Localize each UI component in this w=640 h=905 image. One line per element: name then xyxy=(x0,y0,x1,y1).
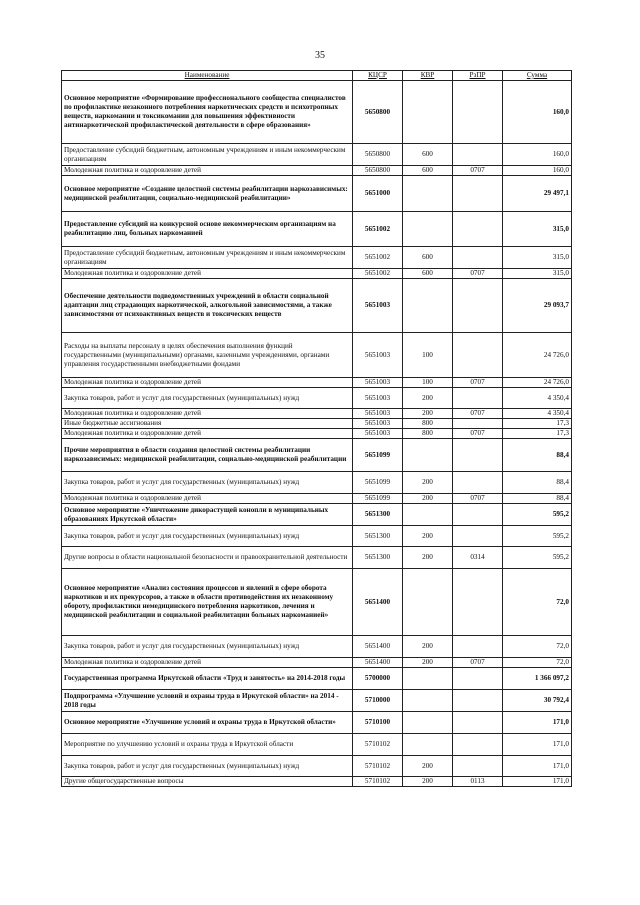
item-name-cell: Основное мероприятие «Улучшение условий и охраны труда в Иркутской области» xyxy=(62,712,353,734)
kcsr-code-cell: 5651003 xyxy=(353,388,403,409)
table-row xyxy=(62,429,572,439)
kvr-code-cell: 200 xyxy=(403,526,453,547)
rzpr-code-cell xyxy=(453,81,503,144)
amount-cell: 24 726,0 xyxy=(503,333,572,378)
kcsr-code-cell: 5650800 xyxy=(353,81,403,144)
amount-cell: 29 093,7 xyxy=(503,279,572,333)
rzpr-code-cell xyxy=(453,712,503,734)
kcsr-code-cell: 5651003 xyxy=(353,409,403,419)
kvr-code-cell: 200 xyxy=(403,494,453,504)
kvr-code-cell: 200 xyxy=(403,547,453,569)
item-name-cell: Молодежная политика и оздоровление детей xyxy=(62,378,353,388)
kvr-code-cell xyxy=(403,690,453,712)
item-name-cell: Основное мероприятие «Уничтожение дикорастущей конопли в муниципальных образованиях Иркутской области» xyxy=(62,504,353,526)
table-row xyxy=(62,756,572,777)
amount-cell: 17,3 xyxy=(503,419,572,429)
rzpr-code-cell xyxy=(453,756,503,777)
rzpr-code-cell xyxy=(453,388,503,409)
item-name-cell: Другие вопросы в области национальной безопасности и правоохранительной деятельности xyxy=(62,547,353,569)
amount-cell: 315,0 xyxy=(503,269,572,279)
table-row xyxy=(62,494,572,504)
column-header-sum: Сумма xyxy=(503,71,572,81)
kcsr-code-cell: 5650800 xyxy=(353,144,403,166)
kcsr-code-cell: 5651400 xyxy=(353,658,403,668)
amount-cell: 1 366 097,2 xyxy=(503,668,572,690)
rzpr-code-cell xyxy=(453,569,503,636)
table-row xyxy=(62,777,572,787)
item-name-cell: Закупка товаров, работ и услуг для государственных (муниципальных) нужд xyxy=(62,388,353,409)
table-row xyxy=(62,212,572,247)
table-row xyxy=(62,472,572,494)
kcsr-code-cell: 5651300 xyxy=(353,526,403,547)
amount-cell: 315,0 xyxy=(503,247,572,269)
amount-cell: 88,4 xyxy=(503,494,572,504)
kvr-code-cell: 600 xyxy=(403,166,453,176)
rzpr-code-cell xyxy=(453,247,503,269)
item-name-cell: Предоставление субсидий бюджетным, автономным учреждениям и иным некоммерческим организациям xyxy=(62,247,353,269)
item-name-cell: Молодежная политика и оздоровление детей xyxy=(62,429,353,439)
kcsr-code-cell: 5650800 xyxy=(353,166,403,176)
rzpr-code-cell xyxy=(453,439,503,472)
amount-cell: 4 350,4 xyxy=(503,409,572,419)
column-header-kvr: КВР xyxy=(403,71,453,81)
kvr-code-cell: 600 xyxy=(403,247,453,269)
kcsr-code-cell: 5651003 xyxy=(353,419,403,429)
item-name-cell: Государственная программа Иркутской области «Труд и занятость» на 2014-2018 годы xyxy=(62,668,353,690)
kcsr-code-cell: 5651099 xyxy=(353,472,403,494)
amount-cell: 72,0 xyxy=(503,569,572,636)
item-name-cell: Иные бюджетные ассигнования xyxy=(62,419,353,429)
amount-cell: 315,0 xyxy=(503,212,572,247)
kvr-code-cell: 800 xyxy=(403,429,453,439)
kcsr-code-cell: 5651002 xyxy=(353,269,403,279)
rzpr-code-cell: 0707 xyxy=(453,658,503,668)
kcsr-code-cell: 5651003 xyxy=(353,333,403,378)
kvr-code-cell xyxy=(403,439,453,472)
item-name-cell: Предоставление субсидий на конкурсной основе некоммерческим организациям на реабилитацию лиц, больных наркоманией xyxy=(62,212,353,247)
item-name-cell: Молодежная политика и оздоровление детей xyxy=(62,166,353,176)
kvr-code-cell xyxy=(403,734,453,756)
kvr-code-cell: 100 xyxy=(403,378,453,388)
kcsr-code-cell: 5651099 xyxy=(353,494,403,504)
item-name-cell: Закупка товаров, работ и услуг для государственных (муниципальных) нужд xyxy=(62,526,353,547)
table-row xyxy=(62,712,572,734)
column-header-kcsr: КЦСР xyxy=(353,71,403,81)
amount-cell: 171,0 xyxy=(503,712,572,734)
kvr-code-cell: 600 xyxy=(403,144,453,166)
kvr-code-cell xyxy=(403,176,453,212)
kvr-code-cell xyxy=(403,712,453,734)
kvr-code-cell: 200 xyxy=(403,409,453,419)
rzpr-code-cell xyxy=(453,279,503,333)
kcsr-code-cell: 5651002 xyxy=(353,212,403,247)
amount-cell: 29 497,1 xyxy=(503,176,572,212)
kvr-code-cell xyxy=(403,279,453,333)
column-header-rzpr: РзПР xyxy=(453,71,503,81)
amount-cell: 171,0 xyxy=(503,777,572,787)
kcsr-code-cell: 5710102 xyxy=(353,777,403,787)
rzpr-code-cell xyxy=(453,668,503,690)
kcsr-code-cell: 5651002 xyxy=(353,247,403,269)
table-row xyxy=(62,504,572,526)
table-row xyxy=(62,439,572,472)
item-name-cell: Основное мероприятие «Формирование профессионального сообщества специалистов по профилактике незаконного потребления наркотических средств и психотропных веществ, наркомании и токсикомании для повышения эффективности антинаркотической профилактической деятельности в сфере образования» xyxy=(62,81,353,144)
amount-cell: 595,2 xyxy=(503,547,572,569)
kvr-code-cell: 200 xyxy=(403,636,453,658)
kvr-code-cell: 100 xyxy=(403,333,453,378)
item-name-cell: Прочие мероприятия в области создания целостной системы реабилитации наркозависимых: медицинской реабилитации, социально-медицинской реабилитации xyxy=(62,439,353,472)
kvr-code-cell: 200 xyxy=(403,658,453,668)
kvr-code-cell xyxy=(403,81,453,144)
amount-cell: 24 726,0 xyxy=(503,378,572,388)
table-row xyxy=(62,569,572,636)
amount-cell: 88,4 xyxy=(503,472,572,494)
kvr-code-cell xyxy=(403,504,453,526)
rzpr-code-cell: 0707 xyxy=(453,494,503,504)
amount-cell: 17,3 xyxy=(503,429,572,439)
table-row xyxy=(62,166,572,176)
item-name-cell: Закупка товаров, работ и услуг для государственных (муниципальных) нужд xyxy=(62,756,353,777)
page-number: 35 xyxy=(315,50,325,61)
rzpr-code-cell: 0707 xyxy=(453,166,503,176)
table-row xyxy=(62,547,572,569)
item-name-cell: Мероприятие по улучшению условий и охраны труда в Иркутской области xyxy=(62,734,353,756)
item-name-cell: Подпрограмма «Улучшение условий и охраны труда в Иркутской области» на 2014 - 2018 годы xyxy=(62,690,353,712)
kvr-code-cell: 200 xyxy=(403,756,453,777)
amount-cell: 171,0 xyxy=(503,734,572,756)
rzpr-code-cell xyxy=(453,212,503,247)
item-name-cell: Закупка товаров, работ и услуг для государственных (муниципальных) нужд xyxy=(62,472,353,494)
rzpr-code-cell: 0113 xyxy=(453,777,503,787)
rzpr-code-cell: 0707 xyxy=(453,409,503,419)
item-name-cell: Молодежная политика и оздоровление детей xyxy=(62,494,353,504)
amount-cell: 595,2 xyxy=(503,526,572,547)
item-name-cell: Молодежная политика и оздоровление детей xyxy=(62,658,353,668)
rzpr-code-cell xyxy=(453,176,503,212)
kcsr-code-cell: 5700000 xyxy=(353,668,403,690)
rzpr-code-cell xyxy=(453,472,503,494)
kcsr-code-cell: 5651099 xyxy=(353,439,403,472)
amount-cell: 160,0 xyxy=(503,81,572,144)
rzpr-code-cell: 0707 xyxy=(453,429,503,439)
table-row xyxy=(62,144,572,166)
table-row xyxy=(62,176,572,212)
item-name-cell: Закупка товаров, работ и услуг для государственных (муниципальных) нужд xyxy=(62,636,353,658)
kvr-code-cell: 600 xyxy=(403,269,453,279)
table-row xyxy=(62,526,572,547)
kcsr-code-cell: 5651300 xyxy=(353,547,403,569)
table-row xyxy=(62,378,572,388)
amount-cell: 160,0 xyxy=(503,166,572,176)
rzpr-code-cell xyxy=(453,636,503,658)
amount-cell: 72,0 xyxy=(503,658,572,668)
item-name-cell: Другие общегосударственные вопросы xyxy=(62,777,353,787)
column-header-name: Наименование xyxy=(62,71,353,81)
budget-table xyxy=(61,70,572,787)
table-row xyxy=(62,388,572,409)
table-row xyxy=(62,81,572,144)
kcsr-code-cell: 5710000 xyxy=(353,690,403,712)
kvr-code-cell: 200 xyxy=(403,472,453,494)
amount-cell: 595,2 xyxy=(503,504,572,526)
item-name-cell: Молодежная политика и оздоровление детей xyxy=(62,269,353,279)
rzpr-code-cell: 0314 xyxy=(453,547,503,569)
rzpr-code-cell xyxy=(453,419,503,429)
kcsr-code-cell: 5651003 xyxy=(353,429,403,439)
table-row xyxy=(62,269,572,279)
kvr-code-cell: 200 xyxy=(403,388,453,409)
rzpr-code-cell xyxy=(453,144,503,166)
kvr-code-cell xyxy=(403,569,453,636)
kvr-code-cell: 800 xyxy=(403,419,453,429)
item-name-cell: Расходы на выплаты персоналу в целях обеспечения выполнения функций государственными (муниципальными) органами, казенными учреждениями, органами управления государственными внебюджетными фондами xyxy=(62,333,353,378)
table-row xyxy=(62,636,572,658)
table-row xyxy=(62,247,572,269)
kcsr-code-cell: 5710100 xyxy=(353,712,403,734)
table-row xyxy=(62,419,572,429)
kvr-code-cell xyxy=(403,212,453,247)
kcsr-code-cell: 5651400 xyxy=(353,636,403,658)
kvr-code-cell xyxy=(403,668,453,690)
table-row xyxy=(62,409,572,419)
item-name-cell: Молодежная политика и оздоровление детей xyxy=(62,409,353,419)
table-row xyxy=(62,279,572,333)
rzpr-code-cell: 0707 xyxy=(453,378,503,388)
table-row xyxy=(62,668,572,690)
amount-cell: 72,0 xyxy=(503,636,572,658)
amount-cell: 171,0 xyxy=(503,756,572,777)
amount-cell: 160,0 xyxy=(503,144,572,166)
rzpr-code-cell xyxy=(453,734,503,756)
table-row xyxy=(62,734,572,756)
kcsr-code-cell: 5651300 xyxy=(353,504,403,526)
rzpr-code-cell xyxy=(453,690,503,712)
rzpr-code-cell xyxy=(453,333,503,378)
table-body xyxy=(62,81,572,787)
rzpr-code-cell xyxy=(453,504,503,526)
kcsr-code-cell: 5710102 xyxy=(353,756,403,777)
rzpr-code-cell xyxy=(453,526,503,547)
amount-cell: 4 350,4 xyxy=(503,388,572,409)
item-name-cell: Основное мероприятие «Создание целостной системы реабилитации наркозависимых: медицинской реабилитации, социально-медицинской реабилитации» xyxy=(62,176,353,212)
kcsr-code-cell: 5651000 xyxy=(353,176,403,212)
item-name-cell: Основное мероприятие «Анализ состояния процессов и явлений в сфере оборота наркотиков и их прекурсоров, а также в области противодействия их незаконному обороту, профилактики немедицинского потребления наркотиков, лечения и медицинской реабилитации и социальной реабилитации больных наркоманией» xyxy=(62,569,353,636)
table-row xyxy=(62,658,572,668)
table-header-row xyxy=(62,71,572,81)
table-row xyxy=(62,690,572,712)
item-name-cell: Предоставление субсидий бюджетным, автономным учреждениям и иным некоммерческим организациям xyxy=(62,144,353,166)
amount-cell: 88,4 xyxy=(503,439,572,472)
kcsr-code-cell: 5651003 xyxy=(353,378,403,388)
item-name-cell: Обеспечение деятельности подведомственных учреждений в области социальной адаптации лиц страдающих наркотической, алкогольной зависимостями, а также зависимостями от психоактивных веществ и токсических веществ xyxy=(62,279,353,333)
kcsr-code-cell: 5651003 xyxy=(353,279,403,333)
kvr-code-cell: 200 xyxy=(403,777,453,787)
table-row xyxy=(62,333,572,378)
kcsr-code-cell: 5710102 xyxy=(353,734,403,756)
kcsr-code-cell: 5651400 xyxy=(353,569,403,636)
rzpr-code-cell: 0707 xyxy=(453,269,503,279)
amount-cell: 30 792,4 xyxy=(503,690,572,712)
